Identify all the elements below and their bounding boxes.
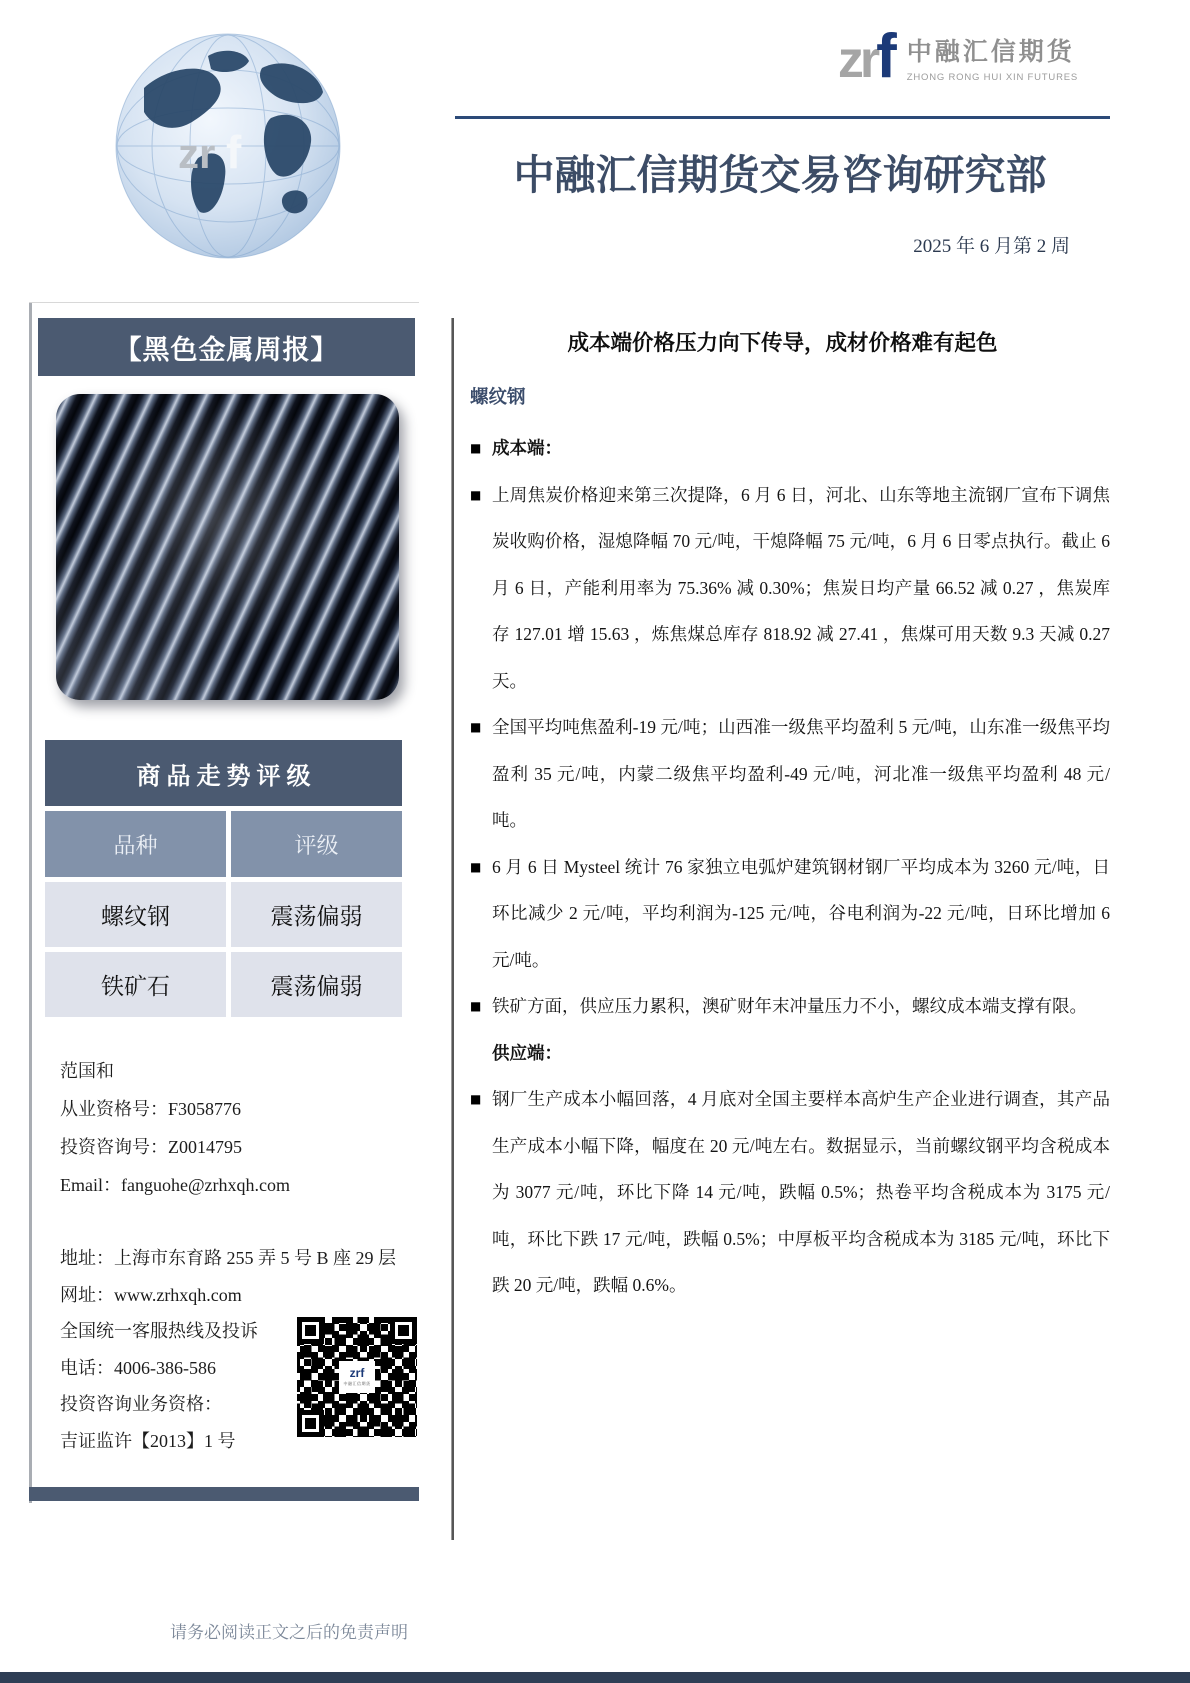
list-item: [455, 472, 1110, 705]
analyst-advisory-no: 投资咨询号：Z0014795: [60, 1137, 242, 1157]
header-divider: [455, 116, 1110, 119]
bullet-square-icon: ■: [470, 487, 482, 502]
globe-graphic: [112, 26, 344, 266]
list-item: [455, 1076, 1110, 1309]
bullet-square-icon: ■: [470, 859, 482, 874]
company-name-en: ZHONG RONG HUI XIN FUTURES: [906, 72, 1078, 83]
table-cell-iron-ore: 铁矿石: [45, 952, 226, 1017]
company-license-label: 投资咨询业务资格：: [60, 1394, 222, 1414]
rating-table-col-variety: 品种: [45, 811, 226, 877]
report-banner: 【黑色金属周报】: [38, 318, 415, 376]
sidebar-bottom-bar: [29, 1487, 419, 1501]
company-website: 网址：www.zrhxqh.com: [60, 1284, 242, 1305]
qr-zrf-sublabel: 中融汇信期货: [343, 1381, 371, 1386]
paragraph-eaf-cost: 6 月 6 日 Mysteel 统计 76 家独立电弧炉建筑钢材钢厂平均成本为 3260 元/吨，日环比减少 2 元/吨，平均利润为-125 元/吨，谷电利润为-22 元/吨，日环比增加 6 元/吨。: [492, 856, 1110, 970]
logo-text: [907, 32, 1078, 83]
page-title: 中融汇信期货交易咨询研究部: [513, 152, 1047, 198]
qr-center-logo: [339, 1361, 375, 1393]
sidebar-left-border: [29, 303, 32, 1503]
content-divider: [451, 318, 454, 1540]
qr-zrf-label: zrf: [349, 1366, 365, 1380]
list-item: [455, 983, 1110, 1030]
bullet-list: [455, 425, 1110, 1309]
logo-zr: zr: [837, 31, 877, 89]
qr-code: [296, 1316, 418, 1438]
report-date: 2025 年 6 月第 2 周: [913, 236, 1070, 257]
paragraph-steel-cost: 钢厂生产成本小幅回落，4 月底对全国主要样本高炉生产企业进行调查，其产品生产成本小幅下降，幅度在 20 元/吨左右。数据显示，当前螺纹钢平均含税成本为 3077 元/吨，环比下降 14 元/吨，跌幅 0.5%；热卷平均含税成本为 3175 元/吨，环比下跌 17 元/吨，跌幅 0.5%；中厚板平均含税成本为 3185 元/吨，环比下跌 20 元/吨，跌幅 0.6%。: [492, 1089, 1110, 1295]
company-hotline-label: 全国统一客服热线及投诉: [60, 1321, 258, 1341]
globe-watermark-zr: zr: [178, 130, 216, 177]
company-phone: 电话：4006-386-586: [60, 1357, 216, 1378]
list-item: [455, 1030, 1110, 1077]
sidebar-top-rule: [29, 302, 419, 303]
qr-finder-icon: [297, 1410, 324, 1437]
analyst-info: [60, 1052, 420, 1204]
qr-finder-icon: [390, 1317, 417, 1344]
company-address: 地址：上海市东育路 255 弄 5 号 B 座 29 层: [60, 1248, 397, 1268]
section-title-rebar: 螺纹钢: [470, 388, 526, 408]
paragraph-iron-ore: 铁矿方面，供应压力累积，澳矿财年末冲量压力不小，螺纹成本端支撑有限。: [492, 996, 1087, 1016]
globe-watermark-f: f: [226, 126, 242, 178]
paragraph-coke-price: 上周焦炭价格迎来第三次提降，6 月 6 日，河北、山东等地主流钢厂宣布下调焦炭收购价格，湿熄降幅 70 元/吨，干熄降幅 75 元/吨，6 月 6 日零点执行。截止 6 月 6 日，产能利用率为 75.36% 减 0.30%；焦炭日均产量 66.52 减 0.27 ，焦炭库存 127.01 增 15.63 ，炼焦煤总库存 818.92 减 27.41 ，焦煤可用天数 9.3 天减 0.27 天。: [492, 484, 1110, 691]
rating-table-col-rating: 评级: [231, 811, 402, 877]
list-item: [455, 704, 1110, 844]
logo-f: f: [876, 22, 897, 91]
globe-icon: [112, 26, 344, 266]
paragraph-coke-profit: 全国平均吨焦盈利-19 元/吨；山西准一级焦平均盈利 5 元/吨，山东准一级焦平均盈利 35 元/吨，内蒙二级焦平均盈利-49 元/吨，河北准一级焦平均盈利 48 元/吨。: [492, 717, 1110, 830]
cost-side-label: 成本端：: [492, 438, 562, 458]
bullet-square-icon: ■: [470, 441, 482, 455]
list-item: [455, 425, 1110, 472]
bullet-square-icon: ■: [470, 999, 482, 1013]
zrf-logo: [837, 22, 1078, 91]
analyst-qualification: 从业资格号：F3058776: [60, 1099, 242, 1119]
company-license-no: 吉证监许【2013】1 号: [60, 1430, 236, 1451]
supply-side-label: 供应端：: [492, 1042, 562, 1063]
list-item: [455, 844, 1110, 984]
analyst-name: 范国和: [60, 1061, 114, 1081]
table-cell-rebar-rating: 震荡偏弱: [231, 882, 402, 947]
steel-pipes-image: [56, 394, 399, 700]
analyst-email: Email：fanguohe@zrhxqh.com: [60, 1175, 291, 1195]
qr-finder-icon: [297, 1317, 324, 1344]
bottom-bar: [0, 1672, 1190, 1683]
report-body: [455, 326, 1110, 1309]
table-cell-iron-ore-rating: 震荡偏弱: [231, 952, 402, 1017]
bullet-square-icon: ■: [470, 1092, 482, 1106]
rating-table-title: 商 品 走 势 评 级: [45, 740, 402, 806]
table-cell-rebar: 螺纹钢: [45, 882, 226, 947]
report-headline: 成本端价格压力向下传导，成材价格难有起色: [567, 331, 998, 355]
bullet-square-icon: ■: [470, 720, 482, 734]
company-name-cn: 中融汇信期货: [906, 38, 1075, 66]
disclaimer-note: 请务必阅读正文之后的免责声明: [170, 1623, 408, 1642]
zrf-logo-mark-icon: [837, 22, 897, 91]
